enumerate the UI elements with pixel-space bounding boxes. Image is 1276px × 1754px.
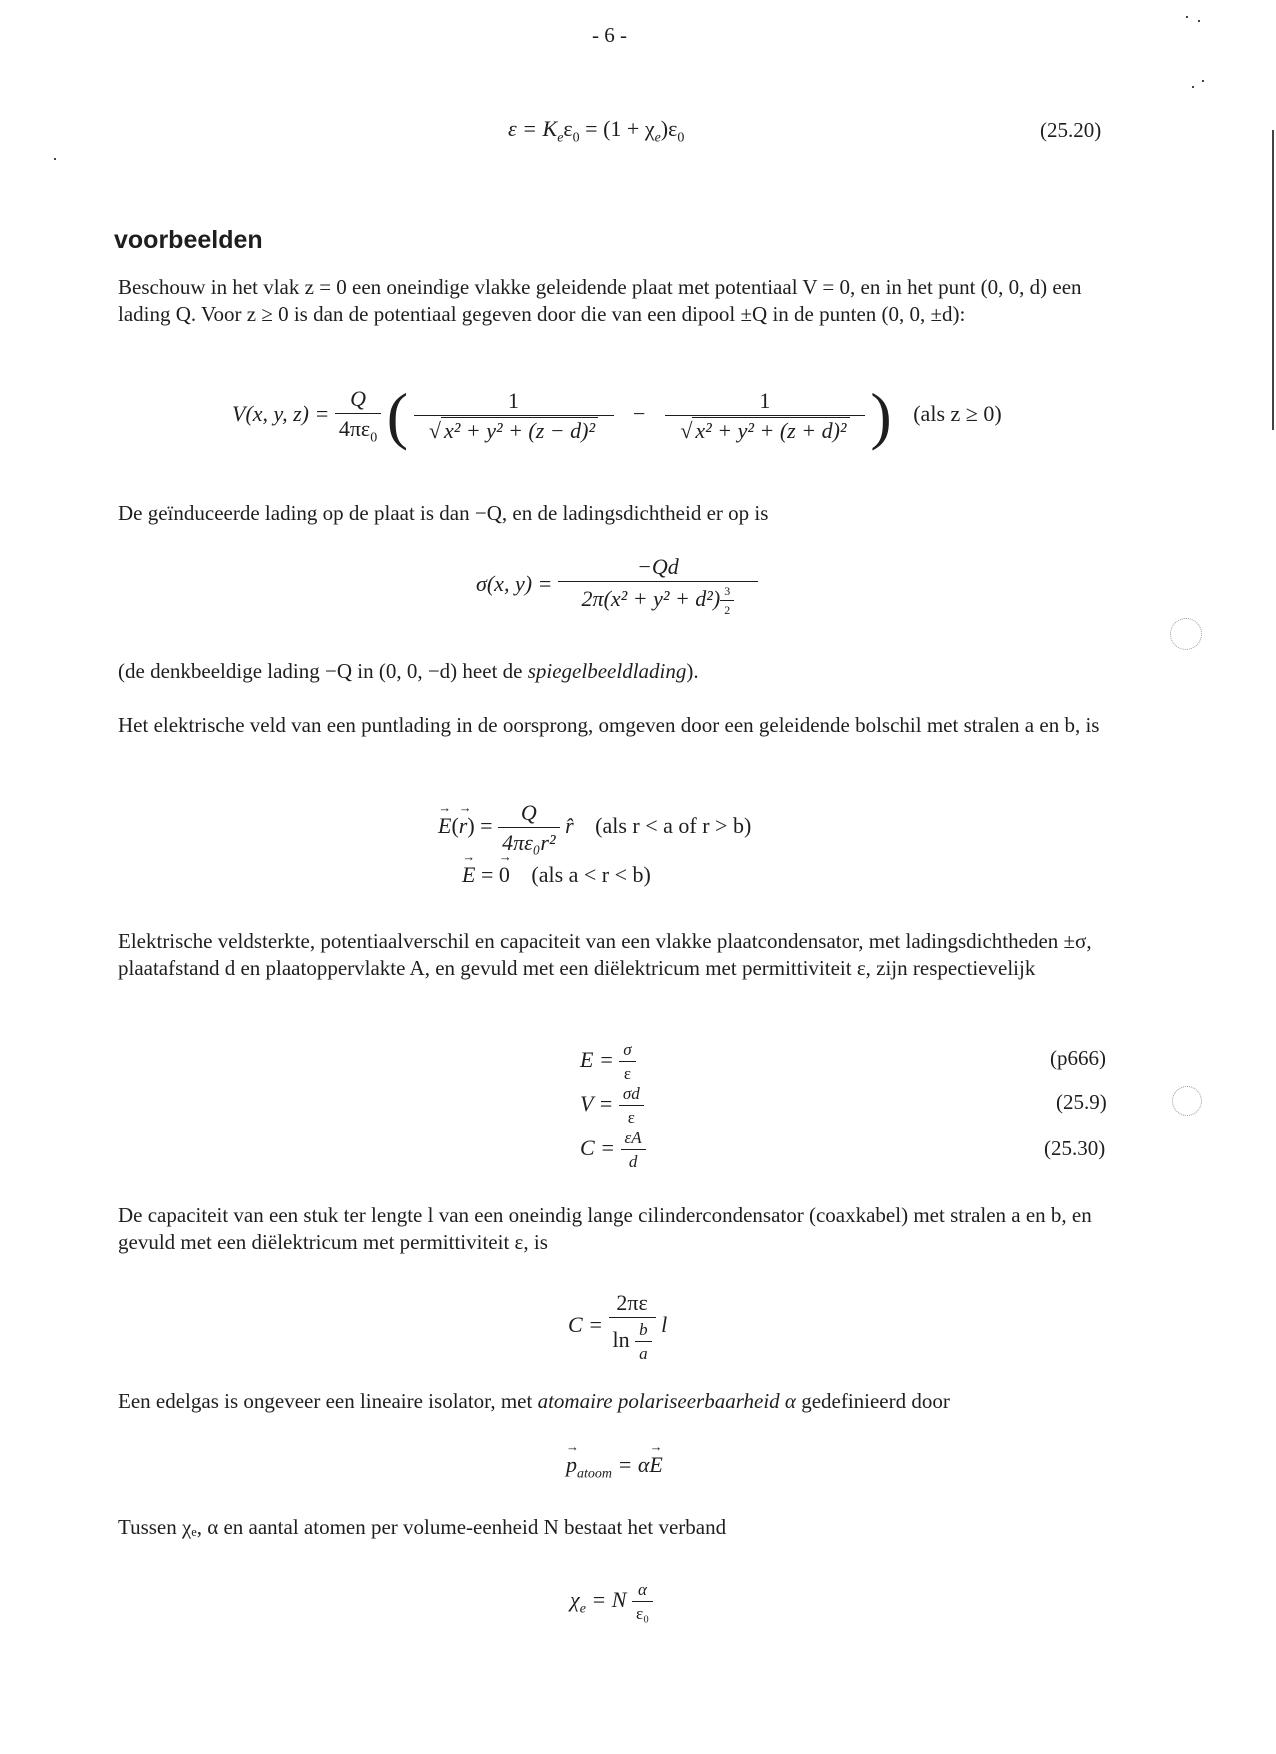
eq-v-root-1: x² + y² + (z − d)² bbox=[441, 417, 598, 443]
section-heading: voorbeelden bbox=[114, 226, 263, 254]
eq-sigma-lhs: σ(x, y) = bbox=[476, 571, 553, 597]
equation-tag: (p666) bbox=[1050, 1046, 1106, 1070]
scan-speck bbox=[1198, 20, 1200, 22]
paragraph-7 bbox=[118, 1388, 1128, 1415]
equation-potential bbox=[232, 380, 1002, 451]
eq-v-lhs: V(x, y, z) = bbox=[232, 401, 330, 427]
eq-e1-close: ) = bbox=[467, 813, 493, 839]
equation-field-outside bbox=[438, 800, 751, 856]
eq-v-condition: (als z ≥ 0) bbox=[913, 401, 1002, 427]
eq-e2-E: → E bbox=[462, 862, 475, 888]
left-paren: ( bbox=[386, 380, 408, 451]
equation-atomic-dipole bbox=[566, 1452, 663, 1482]
eq-coax-l: l bbox=[661, 1312, 668, 1338]
equation-susceptibility bbox=[570, 1580, 653, 1624]
eq-v-term2 bbox=[665, 388, 865, 444]
scan-speck bbox=[1202, 80, 1204, 82]
cap-eq-num: εA bbox=[621, 1128, 646, 1150]
eq-e1-E: → E bbox=[438, 813, 451, 839]
eq-chi-lhs: χ bbox=[570, 1587, 580, 1613]
scan-speck bbox=[1186, 16, 1188, 18]
eq-v-pref-den: 4πε bbox=[338, 415, 371, 441]
eq-v-root-2: x² + y² + (z + d)² bbox=[692, 417, 849, 443]
equation-field-strength bbox=[580, 1040, 636, 1084]
eq-v-prefactor bbox=[335, 386, 381, 446]
eq-coax-b: b bbox=[635, 1320, 652, 1342]
eq-e1-r: → r bbox=[459, 813, 468, 839]
eq-v-term1 bbox=[414, 388, 614, 444]
para3-term: spiegelbeeldlading bbox=[527, 659, 687, 683]
equation-tag: (25.30) bbox=[1044, 1136, 1106, 1160]
eq-sigma-frac bbox=[558, 554, 758, 618]
eq-e2-eq: = bbox=[480, 862, 494, 887]
eq-25-20-sub: e bbox=[557, 130, 564, 146]
equation-coax-capacitance bbox=[568, 1290, 667, 1364]
eq-coax-a: a bbox=[639, 1344, 648, 1363]
para7-term: atomaire polariseerbaarheid α bbox=[537, 1389, 796, 1413]
scan-speck bbox=[54, 158, 56, 160]
paragraph-5: Elektrische veldsterkte, potentiaalverschil en capaciteit van een vlakke plaatcondensator, met ladingsdichtheden ±σ, plaatafstand d en plaatoppervlakte A, en gevuld met een diëlektricum met permittiviteit ε, zijn respectievelijk bbox=[118, 929, 1092, 980]
eq-e1-frac bbox=[498, 800, 560, 856]
eq-25-20-sub0b: 0 bbox=[677, 130, 685, 146]
para7-post: gedefinieerd door bbox=[795, 1389, 950, 1413]
sqrt-icon: √ bbox=[680, 418, 693, 443]
cap-eq-lhs: C = bbox=[580, 1135, 616, 1161]
paragraph-2: De geïnduceerde lading op de plaat is dan −Q, en de ladingsdichtheid er op is bbox=[118, 501, 769, 525]
paragraph-8: Tussen χₑ, α en aantal atomen per volume-eenheid N bestaat het verband bbox=[118, 1515, 727, 1539]
eq-coax-num: 2πε bbox=[609, 1290, 656, 1318]
equation-charge-density bbox=[476, 554, 758, 618]
eq-sigma-den: 2π(x² + y² + d²) bbox=[581, 586, 721, 612]
scan-edge-line bbox=[1272, 130, 1274, 430]
eq-e1-rhat: r̂ bbox=[565, 813, 574, 839]
equation-tag: (25.20) bbox=[1040, 118, 1102, 142]
equation-25-20 bbox=[508, 116, 684, 146]
eq-sigma-num: −Qd bbox=[558, 554, 758, 582]
paragraph-3 bbox=[118, 658, 1128, 685]
eq-e1-open: ( bbox=[451, 813, 459, 839]
eq-sigma-exp-num: 3 bbox=[720, 584, 734, 601]
eq-e1-num: Q bbox=[498, 800, 560, 828]
eq-chi-eq: = N bbox=[591, 1587, 627, 1613]
eq-chi-num: α bbox=[632, 1580, 653, 1602]
eq-p-E: → E bbox=[649, 1452, 662, 1478]
eq-e1-den: 4πε₀r² bbox=[502, 830, 556, 855]
para3-post: ). bbox=[686, 659, 699, 683]
scan-speck bbox=[1172, 1086, 1202, 1116]
paragraph-4: Het elektrische veld van een puntlading in de oorsprong, omgeven door een geleidende bolschil met stralen a en b, is bbox=[118, 713, 1100, 737]
cap-eq-num: σ bbox=[619, 1040, 635, 1062]
cap-eq-lhs: V = bbox=[580, 1091, 614, 1117]
cap-eq-num: σd bbox=[619, 1084, 644, 1106]
equation-field-inside bbox=[462, 862, 651, 888]
para7-pre: Een edelgas is ongeveer een lineaire isolator, met bbox=[118, 1389, 538, 1413]
eq-25-20-expr: ε = K bbox=[508, 116, 558, 141]
eq-e2-condition: (als a < r < b) bbox=[531, 862, 651, 887]
eq-p-p: → p bbox=[566, 1452, 577, 1478]
sqrt-icon: √ bbox=[428, 418, 441, 443]
eq-p-sub: atoom bbox=[577, 1466, 612, 1482]
equation-tag: (25.9) bbox=[1056, 1090, 1107, 1114]
eq-v-pref-num: Q bbox=[335, 386, 381, 414]
page-number: - 6 - bbox=[592, 23, 627, 47]
eq-e2-zero: → 0 bbox=[499, 862, 510, 888]
scan-speck bbox=[1192, 86, 1194, 88]
eq-sigma-exp-den: 2 bbox=[724, 603, 731, 617]
eq-coax-frac bbox=[609, 1290, 656, 1364]
eq-coax-ln: ln bbox=[612, 1327, 630, 1353]
eq-25-20-sub-e2: e bbox=[654, 130, 661, 146]
eq-v-pref-den-sub: 0 bbox=[370, 430, 378, 446]
eq-25-20-eps: ε bbox=[563, 116, 573, 141]
eq-p-eq: = α bbox=[617, 1452, 650, 1477]
eq-chi-sub: e bbox=[579, 1601, 586, 1617]
eq-25-20-mid: = (1 + χ bbox=[579, 116, 655, 141]
para3-pre: (de denkbeeldige lading −Q in (0, 0, −d) heet de bbox=[118, 659, 528, 683]
eq-coax-lhs: C = bbox=[568, 1312, 604, 1338]
eq-v-minus: − bbox=[633, 401, 646, 427]
eq-v-one-1: 1 bbox=[414, 388, 614, 416]
cap-eq-lhs: E = bbox=[580, 1047, 614, 1073]
eq-e1-condition: (als r < a of r > b) bbox=[595, 813, 752, 839]
eq-chi-den: ε₀ bbox=[635, 1604, 650, 1623]
eq-25-20-sub0: 0 bbox=[572, 130, 580, 146]
cap-eq-den: ε bbox=[627, 1108, 635, 1127]
scan-speck bbox=[1170, 618, 1202, 650]
eq-v-one-2: 1 bbox=[665, 388, 865, 416]
paragraph-1: Beschouw in het vlak z = 0 een oneindige vlakke geleidende plaat met potentiaal V = 0, en in het punt (0, 0, d) een lading Q. Voor z ≥ 0 is dan de potentiaal gegeven door die van een dipool ±Q in de punten (0, 0, ±d): bbox=[118, 275, 1082, 326]
eq-25-20-tail: )ε bbox=[660, 116, 678, 141]
cap-eq-den: ε bbox=[623, 1064, 632, 1083]
paragraph-6: De capaciteit van een stuk ter lengte l van een oneindig lange cilindercondensator (coaxkabel) met stralen a en b, en gevuld met een diëlektricum met permittiviteit ε, is bbox=[118, 1203, 1092, 1254]
equation-capacitance bbox=[580, 1128, 646, 1172]
right-paren: ) bbox=[870, 380, 892, 451]
cap-eq-den: d bbox=[628, 1152, 638, 1171]
equation-voltage bbox=[580, 1084, 644, 1128]
